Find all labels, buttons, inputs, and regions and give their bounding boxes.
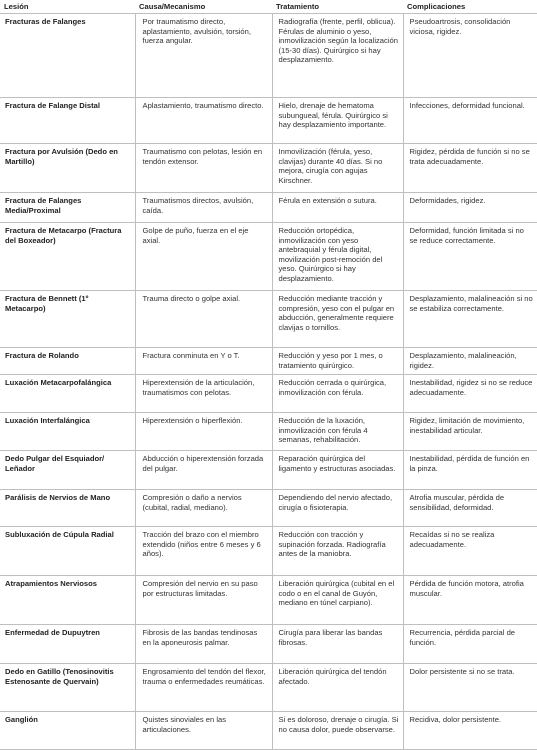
cell-causa: Tracción del brazo con el miembro extendido (niños entre 6 meses y 6 años). bbox=[135, 527, 272, 576]
cell-causa: Traumatismo con pelotas, lesión en tendón extensor. bbox=[135, 144, 272, 193]
header-tratamiento: Tratamiento bbox=[272, 0, 403, 14]
table-row bbox=[0, 527, 537, 576]
cell-tratamiento: Cirugía para liberar las bandas fibrosas. bbox=[272, 625, 403, 664]
cell-lesion: Fractura de Metacarpo (Fractura del Boxeador) bbox=[0, 223, 135, 291]
table-row bbox=[0, 375, 537, 413]
table-row bbox=[0, 490, 537, 527]
table-row bbox=[0, 98, 537, 144]
cell-tratamiento: Hielo, drenaje de hematoma subungueal, férula. Quirúrgico si hay desplazamiento importante. bbox=[272, 98, 403, 144]
cell-causa: Hiperextensión o hiperflexión. bbox=[135, 413, 272, 451]
cell-lesion: Fractura de Rolando bbox=[0, 348, 135, 375]
cell-complicaciones: Recaídas si no se realiza adecuadamente. bbox=[403, 527, 537, 576]
table-row bbox=[0, 193, 537, 223]
cell-tratamiento: Reducción ortopédica, inmovilización con yeso antebraquial y férula digital, movilización post-remoción del yeso. Quirúrgico si hay desplazamiento. bbox=[272, 223, 403, 291]
cell-causa: Golpe de puño, fuerza en el eje axial. bbox=[135, 223, 272, 291]
cell-causa: Compresión o daño a nervios (cubital, radial, mediano). bbox=[135, 490, 272, 527]
cell-causa: Fractura conminuta en Y o T. bbox=[135, 348, 272, 375]
cell-tratamiento: Reducción cerrada o quirúrgica, inmovilización con férula. bbox=[272, 375, 403, 413]
cell-complicaciones: Deformidad, función limitada si no se reduce correctamente. bbox=[403, 223, 537, 291]
cell-causa: Por traumatismo directo, aplastamiento, avulsión, torsión, fuerza angular. bbox=[135, 14, 272, 98]
table-row bbox=[0, 413, 537, 451]
cell-lesion: Ganglión bbox=[0, 712, 135, 750]
cell-complicaciones: Inestabilidad, pérdida de función en la pinza. bbox=[403, 451, 537, 490]
cell-causa: Traumatismos directos, avulsión, caída. bbox=[135, 193, 272, 223]
cell-causa: Trauma directo o golpe axial. bbox=[135, 291, 272, 348]
table-row bbox=[0, 223, 537, 291]
cell-causa: Engrosamiento del tendón del flexor, trauma o enfermedades reumáticas. bbox=[135, 664, 272, 712]
cell-causa: Aplastamiento, traumatismo directo. bbox=[135, 98, 272, 144]
table-row bbox=[0, 712, 537, 750]
cell-complicaciones: Pseudoartrosis, consolidación viciosa, rigidez. bbox=[403, 14, 537, 98]
table-row bbox=[0, 664, 537, 712]
cell-complicaciones: Dolor persistente si no se trata. bbox=[403, 664, 537, 712]
cell-complicaciones: Inestabilidad, rigidez si no se reduce adecuadamente. bbox=[403, 375, 537, 413]
cell-complicaciones: Desplazamiento, malalineación, rigidez. bbox=[403, 348, 537, 375]
cell-causa: Compresión del nervio en su paso por estructuras limitadas. bbox=[135, 576, 272, 625]
table-row bbox=[0, 14, 537, 98]
cell-lesion: Fractura de Bennett (1º Metacarpo) bbox=[0, 291, 135, 348]
cell-lesion: Parálisis de Nervios de Mano bbox=[0, 490, 135, 527]
cell-lesion: Atrapamientos Nerviosos bbox=[0, 576, 135, 625]
cell-tratamiento: Reducción de la luxación, inmovilización con férula 4 semanas, rehabilitación. bbox=[272, 413, 403, 451]
table-row bbox=[0, 451, 537, 490]
cell-lesion: Luxación Metacarpofalángica bbox=[0, 375, 135, 413]
header-complicaciones: Complicaciones bbox=[403, 0, 537, 14]
cell-complicaciones: Recidiva, dolor persistente. bbox=[403, 712, 537, 750]
header-lesion: Lesión bbox=[0, 0, 135, 14]
cell-complicaciones: Deformidades, rigidez. bbox=[403, 193, 537, 223]
cell-lesion: Fractura de Falange Distal bbox=[0, 98, 135, 144]
table-row bbox=[0, 291, 537, 348]
cell-tratamiento: Reparación quirúrgica del ligamento y estructuras asociadas. bbox=[272, 451, 403, 490]
cell-tratamiento: Reducción mediante tracción y compresión, yeso con el pulgar en abducción, generalmente requiere clavijas o tornillos. bbox=[272, 291, 403, 348]
table-row bbox=[0, 144, 537, 193]
cell-complicaciones: Atrofia muscular, pérdida de sensibilidad, deformidad. bbox=[403, 490, 537, 527]
cell-causa: Fibrosis de las bandas tendinosas en la aponeurosis palmar. bbox=[135, 625, 272, 664]
table-row bbox=[0, 625, 537, 664]
cell-complicaciones: Pérdida de función motora, atrofia muscular. bbox=[403, 576, 537, 625]
cell-lesion: Dedo en Gatillo (Tenosinovitis Estenosante de Quervain) bbox=[0, 664, 135, 712]
cell-complicaciones: Recurrencia, pérdida parcial de función. bbox=[403, 625, 537, 664]
cell-complicaciones: Desplazamiento, malalineación si no se estabiliza correctamente. bbox=[403, 291, 537, 348]
cell-tratamiento: Reducción y yeso por 1 mes, o tratamiento quirúrgico. bbox=[272, 348, 403, 375]
cell-complicaciones: Infecciones, deformidad funcional. bbox=[403, 98, 537, 144]
table-header-row bbox=[0, 0, 537, 14]
cell-complicaciones: Rigidez, pérdida de función si no se trata adecuadamente. bbox=[403, 144, 537, 193]
cell-causa: Abducción o hiperextensión forzada del pulgar. bbox=[135, 451, 272, 490]
cell-tratamiento: Liberación quirúrgica (cubital en el codo o en el canal de Guyón, mediano en túnel carpiano). bbox=[272, 576, 403, 625]
cell-causa: Hiperextensión de la articulación, traumatismos con pelotas. bbox=[135, 375, 272, 413]
cell-lesion: Fractura por Avulsión (Dedo en Martillo) bbox=[0, 144, 135, 193]
cell-tratamiento: Dependiendo del nervio afectado, cirugía o fisioterapia. bbox=[272, 490, 403, 527]
cell-tratamiento: Férula en extensión o sutura. bbox=[272, 193, 403, 223]
cell-lesion: Luxación Interfalángica bbox=[0, 413, 135, 451]
cell-tratamiento: Reducción con tracción y supinación forzada. Radiografía antes de la maniobra. bbox=[272, 527, 403, 576]
cell-tratamiento: Liberación quirúrgica del tendón afectado. bbox=[272, 664, 403, 712]
table-row bbox=[0, 576, 537, 625]
cell-lesion: Fracturas de Falanges bbox=[0, 14, 135, 98]
cell-tratamiento: Radiografía (frente, perfil, oblicua). Férulas de aluminio o yeso, inmovilización según la localización (15-30 días). Quirúrgico si hay desplazamiento. bbox=[272, 14, 403, 98]
table-row bbox=[0, 348, 537, 375]
cell-tratamiento: Si es doloroso, drenaje o cirugía. Si no causa dolor, puede observarse. bbox=[272, 712, 403, 750]
cell-lesion: Fractura de Falanges Media/Proximal bbox=[0, 193, 135, 223]
header-causa: Causa/Mecanismo bbox=[135, 0, 272, 14]
cell-lesion: Dedo Pulgar del Esquiador/ Leñador bbox=[0, 451, 135, 490]
cell-lesion: Subluxación de Cúpula Radial bbox=[0, 527, 135, 576]
cell-lesion: Enfermedad de Dupuytren bbox=[0, 625, 135, 664]
cell-complicaciones: Rigidez, limitación de movimiento, inestabilidad articular. bbox=[403, 413, 537, 451]
cell-tratamiento: Inmovilización (férula, yeso, clavijas) durante 40 días. Si no mejora, cirugía con agujas Kirschner. bbox=[272, 144, 403, 193]
cell-causa: Quistes sinoviales en las articulaciones. bbox=[135, 712, 272, 750]
